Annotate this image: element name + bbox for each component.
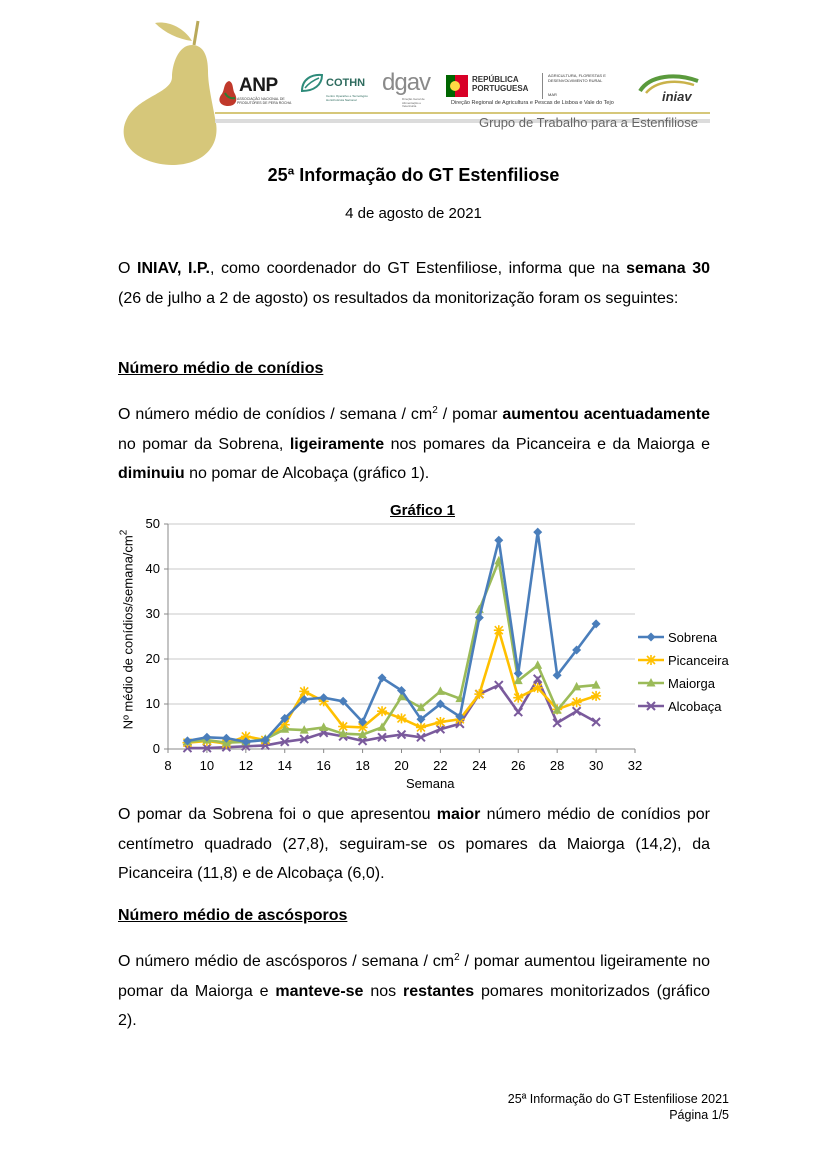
footer-title: 25ª Informação do GT Estenfiliose 2021 bbox=[507, 1092, 729, 1106]
sobrena-paragraph bbox=[118, 800, 710, 889]
header-banner bbox=[120, 15, 710, 165]
data-point bbox=[416, 722, 426, 732]
x-tick-label: 18 bbox=[355, 758, 370, 773]
x-tick-label: 24 bbox=[472, 758, 487, 773]
chart-ylabel-sup: 2 bbox=[118, 529, 130, 536]
y-tick-label: 50 bbox=[145, 516, 160, 531]
draplvt-text: Direção Regional de Agricultura e Pescas de Lisboa e Vale do Tejo bbox=[451, 100, 614, 106]
para1-bold-3: diminuiu bbox=[118, 465, 185, 482]
x-tick-label: 30 bbox=[588, 758, 604, 773]
dgav-logo-subtext: Direção Geral de Alimentação e Veterinária bbox=[402, 97, 425, 108]
legend-label: Picanceira bbox=[668, 653, 729, 668]
para1-sup: 2 bbox=[432, 405, 438, 416]
x-tick-label: 14 bbox=[277, 758, 292, 773]
x-tick-label: 26 bbox=[511, 758, 526, 773]
x-tick-label: 28 bbox=[549, 758, 565, 773]
para2-bold-1: maior bbox=[436, 806, 481, 823]
y-tick-label: 40 bbox=[145, 561, 160, 576]
header-rule bbox=[215, 112, 710, 114]
intro-text-3: (26 de julho a 2 de agosto) os resultados da monitorização foram os seguintes: bbox=[118, 289, 679, 307]
page-title: 25ª Informação do GT Estenfiliose bbox=[267, 165, 560, 185]
intro-paragraph bbox=[118, 254, 710, 313]
x-tick-label: 20 bbox=[394, 758, 409, 773]
data-point bbox=[513, 693, 523, 703]
data-point bbox=[474, 689, 484, 699]
mar-text: MAR bbox=[548, 92, 557, 97]
data-point bbox=[435, 717, 445, 727]
intro-bold-iniav: INIAV, I.P. bbox=[137, 260, 210, 277]
anp-logo bbox=[217, 75, 297, 117]
data-point bbox=[573, 707, 581, 715]
x-tick-label: 32 bbox=[627, 758, 643, 773]
data-point bbox=[591, 691, 601, 701]
data-point bbox=[572, 697, 582, 707]
data-point bbox=[533, 528, 542, 537]
cothn-logo bbox=[300, 73, 372, 115]
cothn-logo-text: COTHN bbox=[326, 77, 366, 89]
para3-text-3: nos bbox=[363, 982, 403, 1000]
iniav-logo-text: iniav bbox=[662, 89, 692, 104]
x-tick-label: 16 bbox=[316, 758, 331, 773]
chart-ylabel-text: Nº médio de conídios/semana/cm bbox=[120, 535, 136, 730]
para3-text-1: O número médio de ascósporos / semana / cm bbox=[118, 953, 455, 970]
x-tick-label: 12 bbox=[238, 758, 254, 773]
legend-label: Maiorga bbox=[668, 676, 715, 691]
series-line-picanceira bbox=[187, 630, 596, 743]
para3-bold-2: restantes bbox=[403, 982, 475, 1000]
data-point bbox=[514, 708, 522, 716]
legend-label: Alcobaça bbox=[668, 699, 722, 714]
para1-bold-2: ligeiramente bbox=[289, 435, 385, 453]
para1-text-5: no pomar de Alcobaça (gráfico 1). bbox=[184, 465, 430, 482]
page-number: Página 1/5 bbox=[669, 1108, 729, 1122]
data-point bbox=[533, 683, 543, 693]
anp-logo-subtext: ASSOCIAÇÃO NACIONAL DE PRODUTORES DE PERA ROCHA bbox=[237, 97, 292, 105]
group-name: Grupo de Trabalho para a Estenfiliose bbox=[479, 115, 698, 130]
x-tick-label: 22 bbox=[433, 758, 448, 773]
section-heading-conidios: Número médio de conídios bbox=[118, 360, 324, 377]
anp-logo-text: ANP bbox=[239, 75, 278, 96]
legend-marker bbox=[647, 633, 656, 642]
chart-title: Gráfico 1 bbox=[390, 502, 456, 519]
footer bbox=[508, 1091, 729, 1123]
dgav-logo bbox=[380, 65, 440, 115]
section-heading-ascosporos: Número médio de ascósporos bbox=[118, 907, 348, 924]
pear-logo-icon bbox=[120, 15, 230, 165]
para1-bold-1: aumentou acentuadamente bbox=[502, 406, 710, 423]
data-point bbox=[494, 536, 503, 545]
data-point bbox=[436, 686, 445, 695]
intro-text-1: O bbox=[118, 260, 137, 277]
y-tick-label: 30 bbox=[145, 606, 160, 621]
conidios-paragraph bbox=[118, 400, 710, 489]
x-tick-label: 10 bbox=[199, 758, 215, 773]
iniav-logo bbox=[636, 71, 706, 111]
para2-text-2: número médio de conídios por centímetro quadrado (27,8), seguiram-se os pomares da Maiorga (14,2), da Picanceira (11,8) e de Alcobaça (6,0). bbox=[118, 806, 711, 882]
para1-text-3: no pomar da Sobrena, bbox=[118, 435, 290, 453]
republica-logo bbox=[446, 73, 646, 113]
cothn-logo-subtext: Centro Operativo e Tecnológico Hortofrutícola Nacional bbox=[326, 94, 368, 102]
data-point bbox=[377, 706, 387, 716]
data-point bbox=[299, 686, 309, 696]
para3-text-2: / pomar aumentou ligeiramente no pomar da Maiorga e bbox=[118, 953, 711, 1000]
para1-text-1: O número médio de conídios / semana / cm bbox=[118, 406, 433, 423]
logo-divider bbox=[542, 73, 543, 99]
anp-pear-icon bbox=[217, 79, 239, 107]
dgav-logo-text: dgav bbox=[382, 69, 431, 96]
para2-text-1: O pomar da Sobrena foi o que apresentou bbox=[118, 806, 437, 823]
y-tick-label: 0 bbox=[152, 741, 160, 756]
republica-text: REPÚBLICA PORTUGUESA bbox=[472, 75, 529, 93]
data-point bbox=[592, 718, 600, 726]
legend-label: Sobrena bbox=[668, 630, 718, 645]
document-date: 4 de agosto de 2021 bbox=[345, 205, 482, 222]
y-tick-label: 20 bbox=[145, 651, 160, 666]
data-point bbox=[397, 713, 407, 723]
para1-text-2: / pomar bbox=[437, 406, 503, 423]
data-point bbox=[494, 625, 504, 635]
intro-bold-week: semana 30 bbox=[626, 260, 711, 277]
chart-svg bbox=[110, 500, 750, 795]
intro-text-2: , como coordenador do GT Estenfiliose, informa que na bbox=[209, 260, 627, 277]
cothn-leaf-icon bbox=[300, 73, 324, 93]
para1-text-4: nos pomares da Picanceira e da Maiorga e bbox=[384, 435, 710, 453]
chart-container bbox=[110, 500, 750, 795]
legend-marker bbox=[646, 655, 656, 665]
y-tick-label: 10 bbox=[145, 696, 160, 711]
chart-xlabel: Semana bbox=[406, 776, 455, 791]
agriculture-text: AGRICULTURA, FLORESTAS E DESENVOLVIMENTO RURAL bbox=[548, 73, 606, 83]
para3-text-4: pomares monitorizados (gráfico 2). bbox=[118, 982, 711, 1029]
portugal-flag-icon bbox=[446, 75, 468, 97]
x-tick-label: 8 bbox=[164, 758, 172, 773]
para3-sup: 2 bbox=[454, 952, 460, 963]
data-point bbox=[533, 660, 542, 669]
ascosporos-paragraph bbox=[118, 947, 710, 1036]
para3-bold-1: manteve-se bbox=[275, 982, 364, 1000]
